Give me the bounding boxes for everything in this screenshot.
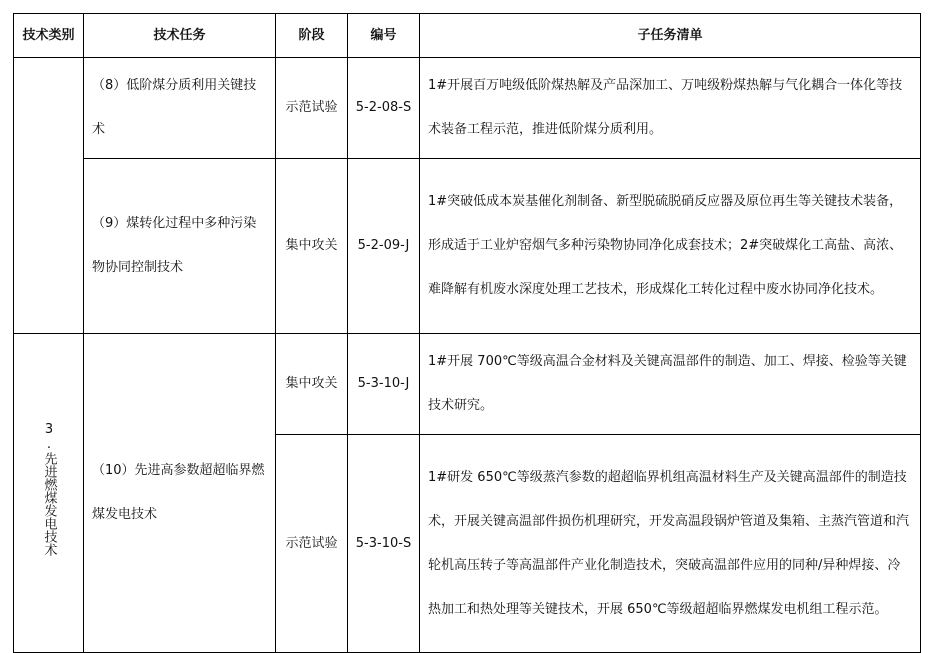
subtask-cell: 1#开展 700℃等级高温合金材料及关键高温部件的制造、加工、焊接、检验等关键技术研究。 — [420, 334, 921, 435]
header-subtasks: 子任务清单 — [420, 14, 921, 58]
code-cell: 5-3-10-S — [348, 435, 420, 653]
category-cell — [14, 334, 84, 653]
header-stage: 阶段 — [276, 14, 348, 58]
subtask-cell: 1#突破低成本炭基催化剂制备、新型脱硫脱硝反应器及原位再生等关键技术装备，形成适于工业炉窑烟气多种污染物协同净化成套技术；2#突破煤化工高盐、高浓、难降解有机废水深度处理工艺技术，形成煤化工转化过程中废水协同净化技术。 — [420, 159, 921, 334]
stage-cell: 集中攻关 — [276, 334, 348, 435]
category-cell-empty — [14, 58, 84, 334]
code-cell: 5-2-08-S — [348, 58, 420, 159]
table-row — [14, 159, 921, 334]
stage-cell: 示范试验 — [276, 435, 348, 653]
task-cell: （10）先进高参数超超临界燃煤发电技术 — [84, 334, 276, 653]
subtask-cell: 1#开展百万吨级低阶煤热解及产品深加工、万吨级粉煤热解与气化耦合一体化等技术装备工程示范，推进低阶煤分质利用。 — [420, 58, 921, 159]
subtask-cell: 1#研发 650℃等级蒸汽参数的超超临界机组高温材料生产及关键高温部件的制造技术，开展关键高温部件损伤机理研究，开发高温段锅炉管道及集箱、主蒸汽管道和汽轮机高压转子等高温部件产业化制造技术，突破高温部件应用的同种/异种焊接、冷热加工和热处理等关键技术，开展 650℃等级超超临界燃煤发电机组工程示范。 — [420, 435, 921, 653]
stage-cell: 示范试验 — [276, 58, 348, 159]
task-cell: （9）煤转化过程中多种污染物协同控制技术 — [84, 159, 276, 334]
technology-task-table — [13, 13, 921, 653]
code-cell: 5-2-09-J — [348, 159, 420, 334]
category-label: 3.先进燃煤发电技术 — [41, 422, 57, 556]
table-header-row — [14, 14, 921, 58]
header-category: 技术类别 — [14, 14, 84, 58]
table-row — [14, 334, 921, 435]
table-row — [14, 58, 921, 159]
header-code: 编号 — [348, 14, 420, 58]
task-cell: （8）低阶煤分质利用关键技术 — [84, 58, 276, 159]
stage-cell: 集中攻关 — [276, 159, 348, 334]
header-task: 技术任务 — [84, 14, 276, 58]
code-cell: 5-3-10-J — [348, 334, 420, 435]
